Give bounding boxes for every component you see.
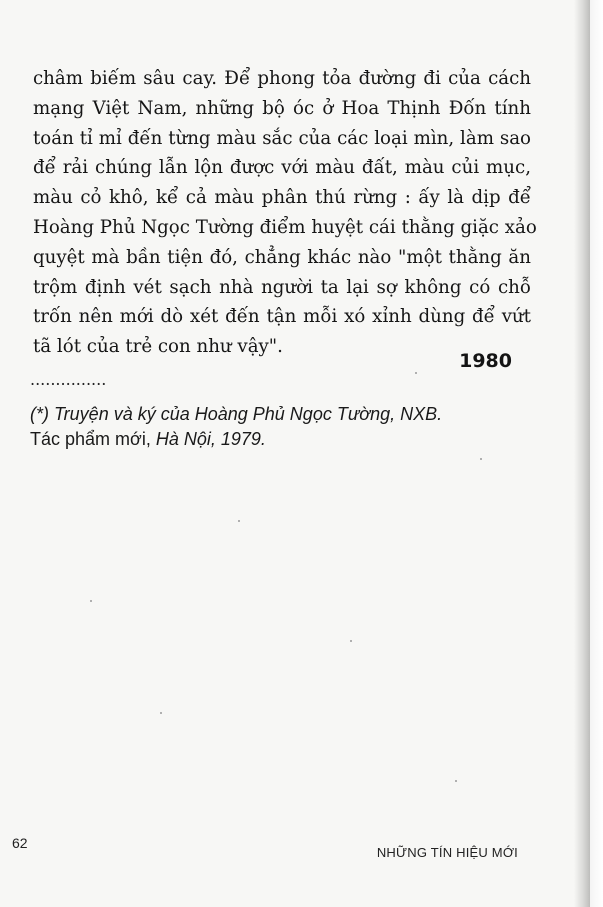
footnote-place-year: Hà Nội, 1979.	[155, 429, 266, 449]
footnote-separator: ...............	[30, 370, 107, 389]
body-line: Hoàng Phủ Ngọc Tường điểm huyệt cái thằng giặc xảo	[33, 216, 537, 238]
scan-speck	[90, 600, 92, 602]
scan-speck	[160, 712, 162, 714]
page-edge-shadow	[574, 0, 590, 907]
body-line: trốn nên mới dò xét đến tận mỗi xó xỉnh dùng để vứt	[33, 306, 531, 328]
body-line: trộm định vét sạch nhà người ta lại sợ không có chỗ	[33, 276, 531, 298]
body-line: tã lót của trẻ con như vậy".	[33, 336, 283, 358]
scan-speck	[455, 780, 457, 782]
footnote-marker: (*)	[30, 404, 49, 424]
body-line: màu cỏ khô, kể cả màu phân thú rừng : ấy là dịp để	[33, 187, 531, 209]
body-line: toán tỉ mỉ đến từng màu sắc của các loại mìn, làm sao	[33, 127, 531, 149]
footnote	[30, 402, 540, 452]
scan-margin	[590, 0, 603, 907]
scan-speck	[238, 520, 240, 522]
footnote-title: Truyện và ký của Hoàng Phủ Ngọc Tường, NXB.	[54, 404, 443, 424]
year-signature: 1980	[459, 350, 512, 372]
running-title: NHỮNG TÍN HIỆU MỚI	[376, 845, 518, 860]
body-line: châm biếm sâu cay. Để phong tỏa đường đi của cách	[33, 68, 531, 89]
footnote-publisher: Tác phẩm mới,	[30, 429, 151, 449]
body-line: để rải chúng lẫn lộn được với màu đất, màu củi mục,	[33, 157, 531, 179]
scan-speck	[480, 458, 482, 460]
body-line: quyệt mà bần tiện đó, chẳng khác nào "một thằng ăn	[33, 246, 531, 268]
scan-speck	[415, 372, 417, 374]
scan-speck	[350, 640, 352, 642]
page-number: 62	[12, 835, 28, 851]
body-line: mạng Việt Nam, những bộ óc ở Hoa Thịnh Đốn tính	[33, 97, 531, 119]
body-paragraph	[33, 64, 537, 362]
